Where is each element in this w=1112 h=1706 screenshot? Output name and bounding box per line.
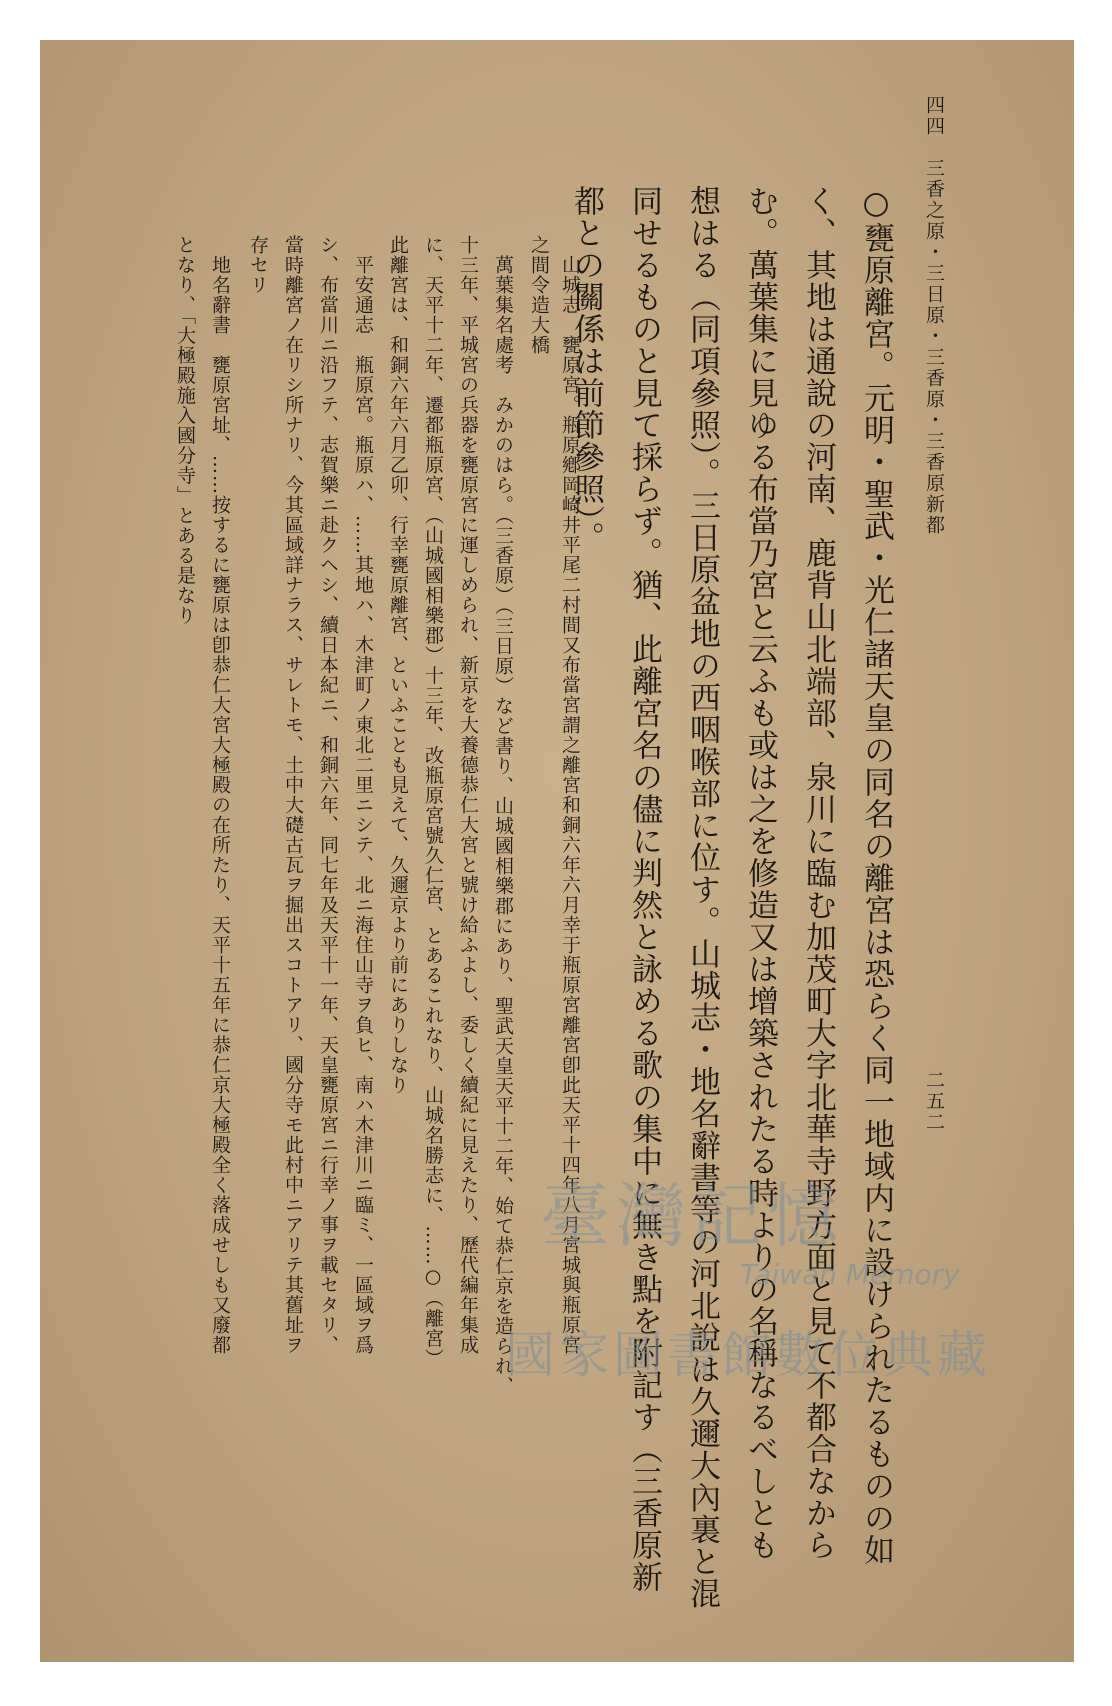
- main-text-line: 想はる（同項參照）。三日原盆地の西咽喉部に位す。山城志・地名辭書等の河北說は久邇大內裏と混: [684, 185, 720, 1610]
- watermark-title: 臺灣記憶: [540, 1175, 844, 1257]
- citation-line: に、天平十二年、遷都瓶原宮、（山城國相樂郡）十三年、改瓶原宮號久仁宮、とあるこれなり、山城名勝志に、……○（離宮）: [422, 235, 444, 1369]
- watermark-library: 國家圖書館數位典藏: [505, 1326, 991, 1384]
- citation-line: 萬葉集名處考 みかのはら。（三香原）（三日原）など書り、山城國相樂郡にあり、聖武天皇天平十二年、始て恭仁京を造られ、: [492, 255, 514, 1396]
- citation-line: 地名辭書 甕原宮址、……按するに甕原は卽恭仁大宮大極殿の在所たり、天平十五年に恭仁京大極殿全く落成せしも又廢都: [209, 255, 231, 1355]
- citation-line: 存セリ: [247, 235, 269, 295]
- watermark-subtitle: Taiwan Memory: [740, 1258, 960, 1291]
- citation-line: 山城志 甕原宮。瓶原鄕岡崎井平尾二村間又布當宮謂之離宮和銅六年六月幸于瓶原宮離宮卽此天平十四年八月宮城與瓶原宮: [559, 255, 581, 1355]
- citation-line: 平安通志 瓶原宮。瓶原ハ、……其地ハ、木津町ノ東北二里ニシテ、北ニ海住山寺ヲ負ヒ、南ハ木津川ニ臨ミ、一區域ヲ爲: [352, 255, 374, 1355]
- main-text-line: く、其地は通說の河南、鹿背山北端部、泉川に臨む加茂町大字北華寺野方面と見て不都合なから: [800, 185, 836, 1561]
- page-number: 二五二: [923, 1070, 945, 1133]
- document-page: [40, 40, 1074, 1662]
- citation-line: となり、「大極殿施入國分寺」とある是なり: [174, 235, 196, 626]
- citation-line: 十三年、平城宮の兵器を甕原宮に運しめられ、新京を大養德恭仁大宮と號け給ふよし、委しく續紀に見えたり、歷代編年集成: [457, 235, 479, 1355]
- running-header-title: 四四 三香之原・三日原・三香原・三香原新都: [923, 95, 945, 536]
- main-text-line: ○甕原離宮。元明・聖武・光仁諸天皇の同名の離宮は恐らく同一地域内に設けられたるものの如: [858, 185, 894, 1566]
- main-text-line: む。萬葉集に見ゆる布當乃宮と云ふも或は之を修造又は增築されたる時よりの名稱なるべしとも: [742, 185, 778, 1561]
- citation-line: 此離宮は、和銅六年六月乙卯、行幸甕原離宮、といふことも見えて、久邇京より前にありしなり: [387, 235, 409, 1095]
- citation-line: 之間令造大橋: [528, 235, 550, 355]
- citation-line: シ、布當川ニ沿フテ、志賀樂ニ赴クヘシ、續日本紀ニ、和銅六年、同七年及天平十一年、天皇甕原宮ニ行幸ノ事ヲ載セタリ、: [317, 235, 339, 1355]
- main-text-line: 同せるものと見て採らず。猶、此離宮名の儘に判然と詠める歌の集中に無き點を附記す（三香原新: [626, 185, 662, 1593]
- main-text-line: 都との關係は前節參照）。: [568, 185, 604, 554]
- citation-line: 當時離宮ノ在リシ所ナリ、今其區域詳ナラス、サレトモ、土中大礎古瓦ヲ掘出スコトアリ、國分寺モ此村中ニアリテ其舊址ヲ: [282, 235, 304, 1355]
